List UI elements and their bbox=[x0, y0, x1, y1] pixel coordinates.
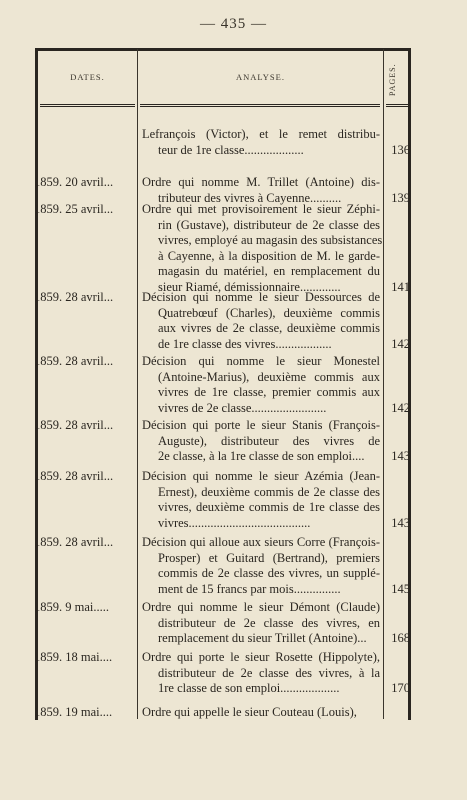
entry-text-line: ment de 15 francs par mois............... bbox=[158, 581, 341, 596]
entry-date: 1859. 28 avril... bbox=[34, 290, 114, 304]
entry-text-line: Ordre qui appelle le sieur Couteau (Louis), bbox=[142, 705, 357, 719]
header-rule-analyse bbox=[140, 104, 380, 107]
entry-analysis bbox=[142, 290, 380, 352]
entry-date: 1859. 18 mai.... bbox=[34, 650, 113, 664]
entry-text-line: vivres, deuxième commis de 1re classe des bbox=[158, 500, 380, 514]
entry-analysis bbox=[142, 600, 380, 647]
entry-text-line: Décision qui alloue aux sieurs Corre (François- bbox=[142, 535, 380, 549]
entry-analysis bbox=[142, 202, 383, 295]
entry-text-line: de 1re classe des vivres.................. bbox=[158, 336, 332, 351]
entry-date: 1859. 28 avril... bbox=[34, 354, 114, 368]
entry-page-number: 145 bbox=[391, 581, 410, 596]
entry-text-line: distributeur de 2e classe des vivres, en bbox=[158, 615, 380, 630]
entry-page-number: 143 bbox=[391, 449, 410, 463]
entry-text-line: Décision qui nomme le sieur Dessources de bbox=[142, 290, 380, 304]
entry-text-line: Quatrebœuf (Charles), deuxième commis bbox=[158, 305, 380, 320]
entry-text-line: vivres de 1re classe, premier commis aux bbox=[158, 385, 380, 399]
entry-text-line: 2e classe, à la 1re classe de son emploi.... bbox=[158, 449, 365, 463]
entry-text-line: sieur Riamé, démissionnaire............. bbox=[158, 279, 341, 294]
entry-page-number: 139 bbox=[391, 190, 410, 205]
entry-date: 1859. 28 avril... bbox=[34, 418, 114, 432]
entry-text-line: teur de 1re classe................... bbox=[158, 142, 304, 157]
page-number: — 435 — bbox=[200, 16, 267, 32]
entry-page-number: 168 bbox=[391, 631, 410, 645]
entry-analysis bbox=[142, 469, 380, 531]
entry-text-line: à Cayenne, à la disposition de M. le garde- bbox=[158, 248, 380, 263]
entry-text-line: vivres de 2e classe........................ bbox=[158, 400, 327, 415]
header-pages: PAGES. bbox=[388, 63, 397, 97]
entry-text-line: aux vivres de 2e classe, deuxième commis bbox=[158, 321, 380, 335]
entry-text-line: rin (Gustave), distributeur de 2e classe des bbox=[158, 217, 380, 232]
entry-text-line: tributeur des vivres à Cayenne.......... bbox=[158, 190, 342, 205]
entry-text-line: commis de 2e classe des vivres, un supplé- bbox=[158, 566, 380, 580]
entry-text-line: Prosper) et Guitard (Bertrand), premiers bbox=[158, 550, 380, 565]
entry-text-line: Auguste), distributeur des vivres de bbox=[158, 433, 380, 448]
entry-text-line: magasin du matériel, en remplacement du bbox=[158, 264, 380, 278]
entry-analysis bbox=[142, 354, 380, 416]
entry-date: 1859. 19 mai.... bbox=[34, 705, 113, 719]
entry-text-line: vivres, employé au magasin des subsistances bbox=[158, 233, 383, 247]
entry-text-line: Décision qui nomme le sieur Azémia (Jean- bbox=[142, 469, 380, 483]
entry-page-number: 141 bbox=[391, 279, 410, 294]
entry-analysis bbox=[142, 650, 380, 697]
entry-text-line: 1re classe de son emploi................... bbox=[158, 681, 340, 695]
entry-text-line: distributeur de 2e classe des vivres, à la bbox=[158, 665, 380, 680]
entry-analysis bbox=[142, 418, 380, 465]
header-rule-dates bbox=[40, 104, 135, 107]
entry-text-line: Ordre qui nomme M. Trillet (Antoine) dis- bbox=[142, 175, 380, 189]
entry-text-line: Décision qui nomme le sieur Monestel bbox=[142, 354, 380, 368]
entry-date: 1859. 9 mai..... bbox=[34, 600, 109, 614]
entry-text-line: Décision qui porte le sieur Stanis (François- bbox=[142, 418, 380, 432]
entry-text-line: vivres....................................... bbox=[158, 515, 311, 530]
entry-date: 1859. 25 avril... bbox=[34, 202, 114, 216]
entry-analysis bbox=[142, 535, 380, 597]
entry-text-line: Lefrançois (Victor), et le remet distribu- bbox=[142, 127, 380, 141]
entry-text-line: Ordre qui porte le sieur Rosette (Hippolyte), bbox=[142, 650, 380, 664]
entry-page-number: 170 bbox=[391, 681, 410, 695]
entry-analysis bbox=[142, 705, 380, 721]
entry-page-number: 136 bbox=[391, 142, 410, 157]
entry-text-line: (Antoine-Marius), deuxième commis aux bbox=[158, 369, 380, 384]
header-dates: DATES. bbox=[70, 72, 105, 82]
entry-page-number: 142 bbox=[391, 336, 410, 351]
entry-page-number: 142 bbox=[391, 400, 410, 415]
entry-text-line: Ernest), deuxième commis de 2e classe des bbox=[158, 484, 380, 499]
entry-date: 1859. 20 avril... bbox=[34, 175, 114, 189]
column-divider-dates bbox=[137, 49, 138, 719]
entry-page-number: 143 bbox=[391, 515, 410, 530]
entry-date: 1859. 28 avril... bbox=[34, 535, 114, 549]
entry-text-line: remplacement du sieur Trillet (Antoine)... bbox=[158, 631, 367, 645]
entry-analysis bbox=[142, 127, 380, 158]
entry-date: 1859. 28 avril... bbox=[34, 469, 114, 483]
header-analyse: ANALYSE. bbox=[236, 72, 285, 82]
entry-text-line: Ordre qui met provisoirement le sieur Zéphi- bbox=[142, 202, 380, 216]
header-rule-pages bbox=[386, 104, 408, 107]
entry-text-line: Ordre qui nomme le sieur Démont (Claude) bbox=[142, 600, 380, 614]
